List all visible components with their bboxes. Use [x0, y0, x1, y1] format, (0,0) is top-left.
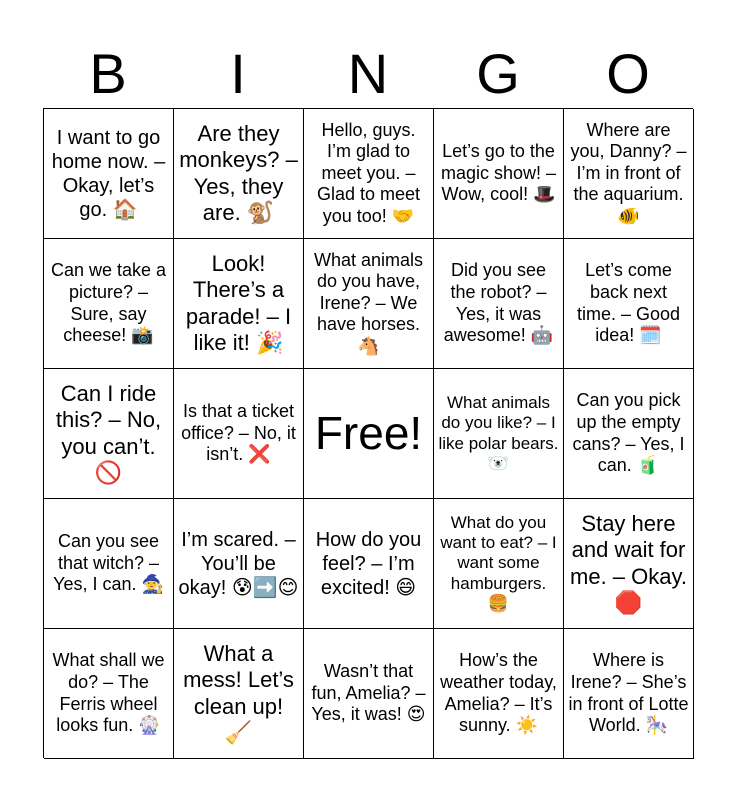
cell-text: Stay here and wait for me. – Okay. 🛑 [570, 510, 687, 615]
bingo-cell[interactable] [174, 369, 304, 499]
free-space-cell[interactable] [304, 369, 434, 499]
bingo-cell[interactable] [174, 629, 304, 759]
cell-text: Where are you, Danny? – I’m in front of the aquarium. 🐠 [570, 119, 687, 226]
cell-text: What animals do you have, Irene? – We have horses. 🐴 [313, 249, 424, 356]
bingo-cell[interactable] [434, 239, 564, 369]
header-letter-b: B [89, 42, 127, 105]
cell-text: Let’s go to the magic show! – Wow, cool! 🎩 [440, 141, 557, 205]
bingo-cell[interactable] [174, 239, 304, 369]
header-letter-g: G [476, 42, 520, 105]
bingo-board [43, 108, 693, 758]
cell-text: I want to go home now. – Okay, let’s go. 🏠 [51, 126, 166, 221]
bingo-cell[interactable] [44, 499, 174, 629]
cell-text: Are they monkeys? – Yes, they are. 🐒 [179, 120, 298, 225]
bingo-cell[interactable] [564, 499, 694, 629]
bingo-cell[interactable] [174, 109, 304, 239]
cell-text: Did you see the robot? – Yes, it was awesome! 🤖 [443, 260, 554, 346]
cell-text: Where is Irene? – She’s in front of Lotte World. 🎠 [568, 650, 689, 736]
cell-text: Can you see that witch? – Yes, I can. 🧙 [53, 531, 164, 595]
bingo-cell[interactable] [434, 109, 564, 239]
bingo-cell[interactable] [174, 499, 304, 629]
cell-text: Can you pick up the empty cans? – Yes, I can. 🧃 [572, 390, 685, 476]
bingo-cell[interactable] [434, 629, 564, 759]
cell-text: What shall we do? – The Ferris wheel looks fun. 🎡 [52, 650, 165, 736]
bingo-header [43, 40, 693, 108]
bingo-cell[interactable] [44, 629, 174, 759]
bingo-cell[interactable] [304, 109, 434, 239]
bingo-cell[interactable] [564, 629, 694, 759]
cell-text: Can we take a picture? – Sure, say cheese! 📸 [50, 260, 167, 346]
cell-text: Is that a ticket office? – No, it isn’t. ❌ [181, 401, 296, 465]
bingo-cell[interactable] [304, 239, 434, 369]
cell-text: What animals do you like? – I like polar bears. 🐻‍❄️ [438, 392, 559, 473]
cell-text: What do you want to eat? – I want some hamburgers. 🍔 [440, 512, 557, 614]
bingo-cell[interactable] [434, 499, 564, 629]
bingo-cell[interactable] [564, 369, 694, 499]
cell-text: How’s the weather today, Amelia? – It’s sunny. ☀️ [440, 650, 557, 736]
cell-text: Let’s come back next time. – Good idea! 🗓️ [576, 260, 681, 346]
bingo-cell[interactable] [44, 239, 174, 369]
bingo-cell[interactable] [304, 629, 434, 759]
bingo-cell[interactable] [44, 109, 174, 239]
header-letter-o: O [606, 42, 650, 105]
free-space-text: Free! [314, 406, 423, 459]
header-letter-n: N [347, 42, 389, 105]
cell-text: I’m scared. – You’ll be okay! 😰➡️😊 [178, 528, 299, 599]
bingo-cell[interactable] [304, 499, 434, 629]
bingo-cell[interactable] [434, 369, 564, 499]
cell-text: Hello, guys. I’m glad to meet you. – Glad to meet you too! 🤝 [316, 119, 421, 226]
bingo-cell[interactable] [564, 109, 694, 239]
cell-text: Wasn’t that fun, Amelia? – Yes, it was! 😍 [311, 661, 426, 725]
header-letter-i: I [230, 42, 246, 105]
cell-text: Look! There’s a parade! – I like it! 🎉 [185, 250, 292, 355]
cell-text: Can I ride this? – No, you can’t. 🚫 [55, 380, 162, 485]
bingo-cell[interactable] [564, 239, 694, 369]
cell-text: How do you feel? – I’m excited! 😄 [315, 528, 422, 599]
cell-text: What a mess! Let’s clean up! 🧹 [183, 640, 294, 745]
bingo-cell[interactable] [44, 369, 174, 499]
